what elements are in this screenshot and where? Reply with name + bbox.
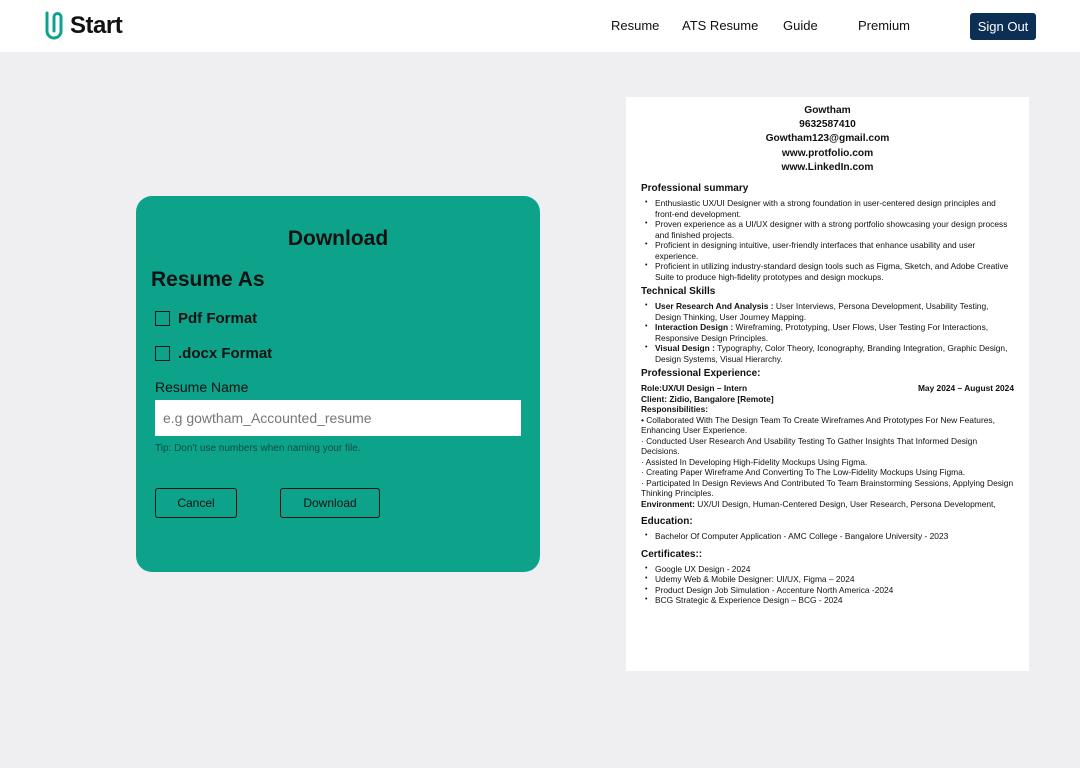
resume-linkedin: www.LinkedIn.com — [781, 161, 874, 173]
dates: May 2024 – August 2024 — [917, 383, 1014, 393]
list-item: • Google UX Design - 2024 — [641, 564, 1014, 575]
summary-heading: Professional summary — [641, 183, 749, 194]
docx-checkbox[interactable] — [155, 346, 170, 361]
list-item: • Interaction Design : Wireframing, Prototyping, User Flows, User Testing For Interactions, Responsive Design Principles. — [641, 322, 1014, 343]
naming-tip: Tip: Don't use numbers when naming your file. — [155, 443, 361, 454]
list-item: • Udemy Web & Mobile Designer: UI/UX, Figma – 2024 — [641, 574, 1014, 585]
list-item: • Product Design Job Simulation - Accenture North America -2024 — [641, 585, 1014, 596]
responsibility: · Creating Paper Wireframe And Converting To The Low-Fidelity Mockups Using Figma. — [641, 467, 966, 477]
education-heading: Education: — [641, 516, 693, 527]
environment: Environment: UX/UI Design, Human-Centered Design, User Research, Persona Development, — [641, 498, 996, 509]
download-button[interactable]: Download — [280, 488, 380, 518]
docx-format-option[interactable] — [155, 345, 272, 362]
top-navbar — [0, 0, 1080, 52]
resume-body — [641, 179, 1014, 606]
pdf-format-option[interactable] — [155, 310, 257, 327]
list-item: • Proficient in designing intuitive, user-friendly interfaces that enhance usability and user experience. — [641, 240, 1014, 261]
nav-resume[interactable]: Resume — [611, 18, 660, 33]
resume-name: Gowtham — [804, 105, 851, 116]
list-item: • BCG Strategic & Experience Design – BCG - 2024 — [641, 595, 1014, 606]
responsibility: · Participated In Design Reviews And Contributed To Team Brainstorming Sessions, Applying Design Thinking Principles. — [641, 477, 1014, 498]
pdf-format-label: Pdf Format — [178, 310, 258, 327]
list-item: • Enthusiastic UX/UI Designer with a strong foundation in user-centered design principles and front-end development. — [641, 198, 1014, 219]
list-item: • Visual Design : Typography, Color Theory, Iconography, Branding Integration, Graphic Design, Design Systems, Visual Hierarchy. — [641, 343, 1014, 364]
pdf-checkbox[interactable] — [155, 311, 170, 326]
nav-premium[interactable]: Premium — [858, 18, 911, 33]
certificates-heading: Certificates:: — [641, 548, 703, 560]
download-title: Download — [287, 227, 389, 250]
resume-name-input[interactable] — [155, 400, 521, 436]
resume-contact — [626, 104, 1029, 175]
experience-heading: Professional Experience: — [641, 368, 761, 379]
logo-text: Start — [70, 12, 123, 39]
list-item: • Bachelor Of Computer Application - AMC College - Bangalore University - 2023 — [641, 531, 1014, 542]
skills-list — [641, 301, 1014, 364]
skills-heading: Technical Skills — [641, 286, 716, 297]
docx-format-label: .docx Format — [178, 345, 273, 362]
list-item: • Proficient in utilizing industry-standard design tools such as Figma, Sketch, and Adobe Creative Suite to produce high-fidelity prototypes and design mockups. — [641, 261, 1014, 282]
resume-portfolio: www.protfolio.com — [781, 147, 874, 159]
cancel-button[interactable]: Cancel — [155, 488, 237, 518]
download-card — [136, 196, 540, 572]
list-item: • User Research And Analysis : User Interviews, Persona Development, Usability Testing, Design Thinking, User Journey Mapping. — [641, 301, 1014, 322]
sign-out-button[interactable]: Sign Out — [970, 13, 1036, 40]
resume-phone: 9632587410 — [799, 119, 856, 131]
summary-list — [641, 198, 1014, 282]
nav-ats-resume[interactable]: ATS Resume — [682, 18, 759, 33]
role: Role:UX/UI Design – Intern — [641, 383, 748, 393]
resume-email: Gowtham123@gmail.com — [765, 133, 890, 145]
resume-as-heading: Resume As — [151, 268, 265, 291]
responsibility: · Conducted User Research And Usability Testing To Gather Insights That Informed Design Decisions. — [641, 435, 978, 456]
logo[interactable] — [44, 11, 122, 41]
resume-preview — [626, 97, 1029, 671]
role-row — [641, 383, 1014, 394]
paperclip-logo-icon — [44, 11, 68, 41]
responsibility: • Collaborated With The Design Team To Create Wireframes And Prototypes For New Features, Enhancing User Experience. — [641, 414, 995, 435]
resume-name-label: Resume Name — [155, 379, 249, 395]
certificates-list — [641, 564, 1014, 606]
responsibility: · Assisted In Developing High-Fidelity Mockups Using Figma. — [641, 456, 868, 467]
responsibilities-label: Responsibilities: — [641, 404, 709, 414]
nav-guide[interactable]: Guide — [783, 18, 818, 33]
client: Client: Zidio, Bangalore [Remote] — [641, 393, 774, 404]
list-item: • Proven experience as a UI/UX designer with a strong portfolio showcasing your design process and finished projects. — [641, 219, 1014, 240]
education-list — [641, 531, 1014, 542]
